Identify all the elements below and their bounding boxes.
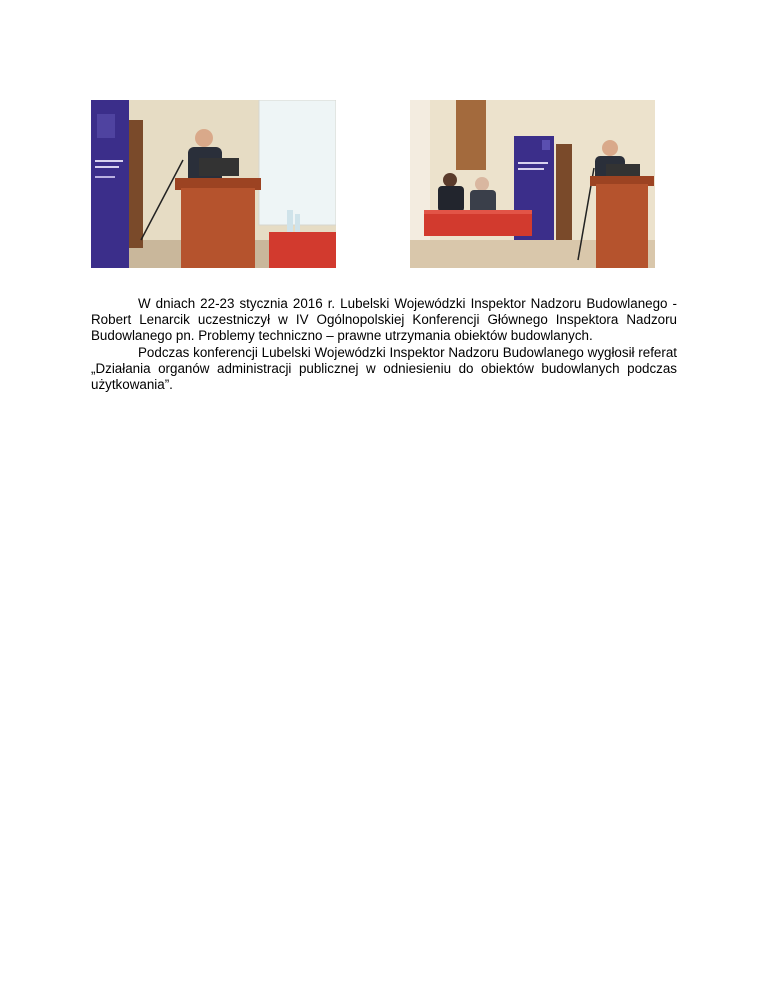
speaker-photo-graphic [91, 100, 336, 268]
conference-photo-speaker [91, 100, 336, 268]
paragraph-2: Podczas konferencji Lubelski Wojewódzki Inspektor Nadzoru Budowlanego wygłosił referat „Działania organów administracji publicznej w odniesieniu do obiektów budowlanych podczas użytkowania”. [91, 344, 677, 393]
panel-photo-graphic [410, 100, 655, 268]
conference-photo-panel [410, 100, 655, 268]
article-body [91, 296, 677, 393]
paragraph-1: W dniach 22-23 stycznia 2016 r. Lubelski Wojewódzki Inspektor Nadzoru Budowlanego - Robert Lenarcik uczestniczył w IV Ogólnopolskiej Konferencji Głównego Inspektora Nadzoru Budowlanego pn. Problemy techniczno – prawne utrzymania obiektów budowlanych. [91, 296, 677, 344]
